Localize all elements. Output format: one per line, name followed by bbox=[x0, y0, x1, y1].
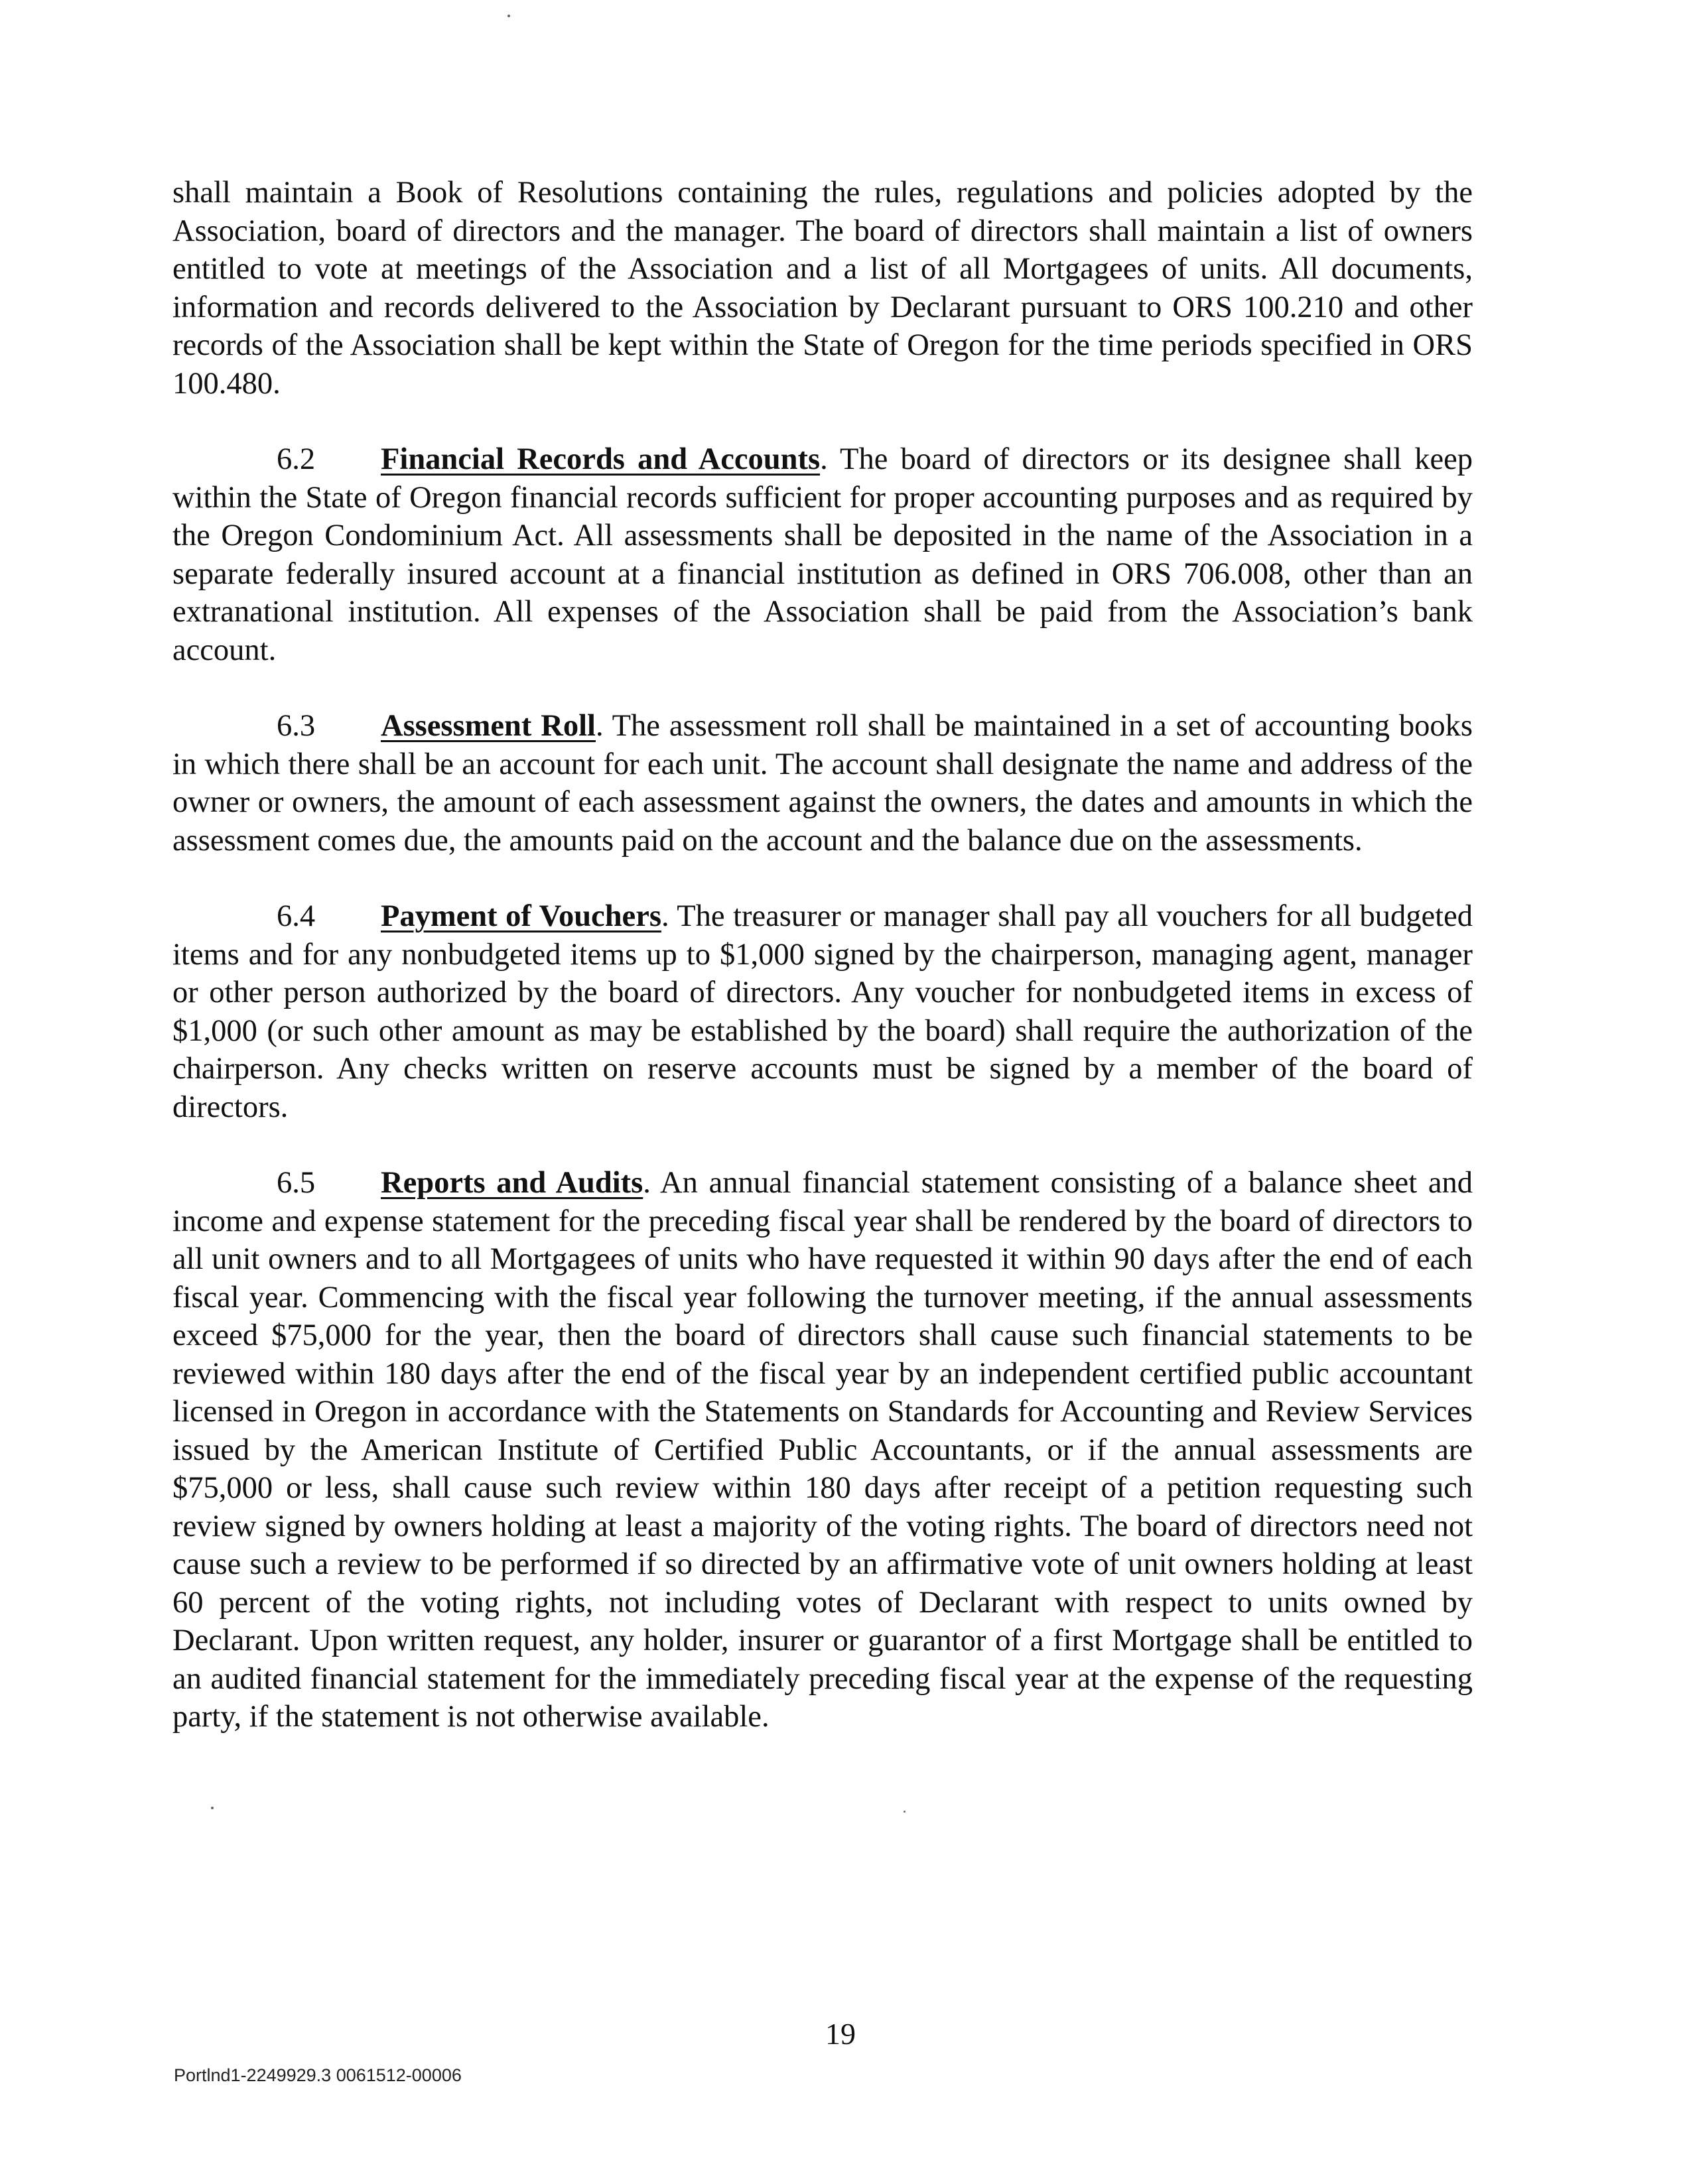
section-number: 6.5 bbox=[277, 1166, 316, 1200]
section-body: . The treasurer or manager shall pay all vouchers for all budgeted items and for any nonbudgeted items up to $1,000 signed by the chairperson, managing agent, manager or other person authorized by the board of directors. Any voucher for nonbudgeted items in excess of $1,000 (or such other amount as may be established by the board) shall require the authorization of the chairperson. Any checks written on reserve accounts must be signed by a member of the board of directors. bbox=[172, 899, 1473, 1124]
section-number: 6.2 bbox=[277, 442, 316, 476]
scan-speck bbox=[507, 15, 510, 17]
section-title: Payment of Vouchers bbox=[381, 899, 661, 933]
document-footer-id: Portlnd1-2249929.3 0061512-00006 bbox=[174, 2065, 462, 2085]
section-number: 6.3 bbox=[277, 709, 316, 743]
section-body: . An annual financial statement consisting of a balance sheet and income and expense statement for the preceding fiscal year shall be rendered by the board of directors to all unit owners and to all Mortgagees of units who have requested it within 90 days after the end of each fiscal year. Commencing with the fiscal year following the turnover meeting, if the annual assessments exceed $75,000 for the year, then the board of directors shall cause such financial statements to be reviewed within 180 days after the end of the fiscal year by an independent certified public accountant licensed in Oregon in accordance with the Statements on Standards for Accounting and Review Services issued by the American Institute of Certified Public Accountants, or if the annual assessments are $75,000 or less, shall cause such review within 180 days after receipt of a petition requesting such review signed by owners holding at least a majority of the voting rights. The board of directors need not cause such a review to be performed if so directed by an affirmative vote of unit owners holding at least 60 percent of the voting rights, not including votes of Declarant with respect to units owned by Declarant. Upon written request, any holder, insurer or guarantor of a first Mortgage shall be entitled to an audited financial statement for the immediately preceding fiscal year at the expense of the requesting party, if the statement is not otherwise available. bbox=[172, 1166, 1473, 1734]
section-6-2 bbox=[172, 440, 1473, 669]
section-body: . The assessment roll shall be maintained in a set of accounting books in which there shall be an account for each unit. The account shall designate the name and address of the owner or owners, the amount of each assessment against the owners, the dates and amounts in which the assessment comes due, the amounts paid on the account and the balance due on the assessments. bbox=[172, 709, 1473, 858]
section-6-4 bbox=[172, 897, 1473, 1126]
opening-paragraph: shall maintain a Book of Resolutions containing the rules, regulations and policies adopted by the Association, board of directors and the manager. The board of directors shall maintain a list of owners entitled to vote at meetings of the Association and a list of all Mortgagees of units. All documents, information and records delivered to the Association by Declarant pursuant to ORS 100.210 and other records of the Association shall be kept within the State of Oregon for the time periods specified in ORS 100.480. bbox=[172, 176, 1473, 401]
scan-speck bbox=[211, 1807, 214, 1809]
document-body bbox=[172, 174, 1473, 1774]
scan-speck bbox=[904, 1811, 906, 1813]
section-body: . The board of directors or its designee shall keep within the State of Oregon financial records sufficient for proper accounting purposes and as required by the Oregon Condominium Act. All assessments shall be deposited in the name of the Association in a separate federally insured account at a financial institution as defined in ORS 706.008, other than an extranational institution. All expenses of the Association shall be paid from the Association’s bank account. bbox=[172, 442, 1473, 667]
section-6-3 bbox=[172, 707, 1473, 860]
section-number: 6.4 bbox=[277, 899, 316, 933]
section-title: Reports and Audits bbox=[381, 1166, 643, 1200]
section-title: Assessment Roll bbox=[381, 709, 596, 743]
page-number: 19 bbox=[825, 2017, 856, 2051]
section-6-5 bbox=[172, 1164, 1473, 1736]
section-title: Financial Records and Accounts bbox=[381, 442, 821, 476]
